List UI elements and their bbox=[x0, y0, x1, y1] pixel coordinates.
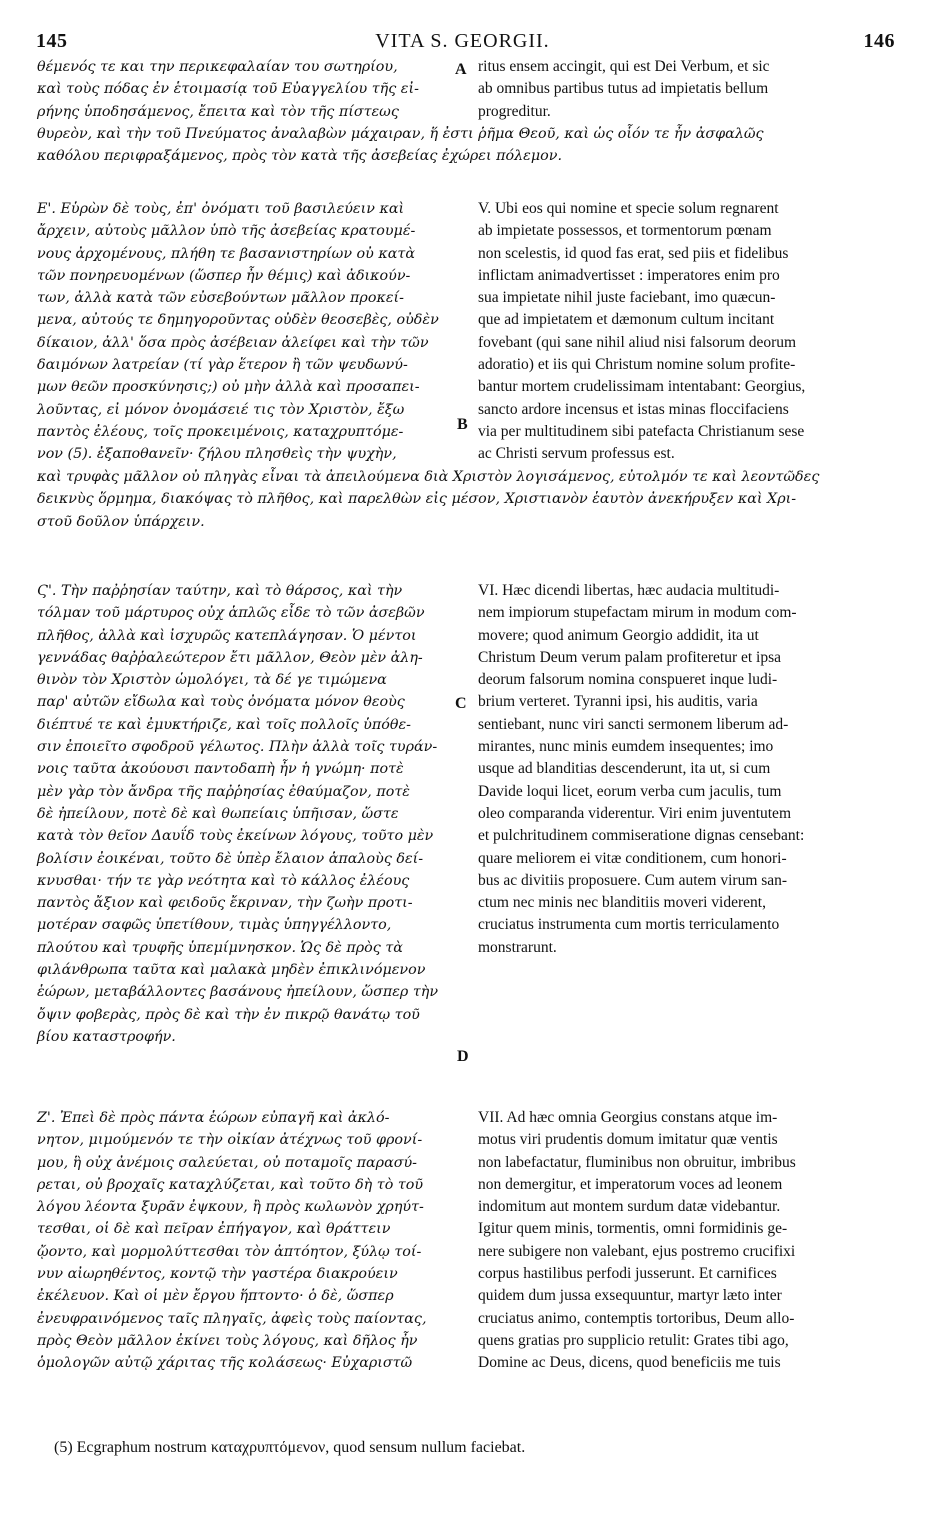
text-line: ἑώρων, μεταβάλλοντες βασάνους ἠπείλουν, ὥσπερ τὴν bbox=[37, 984, 439, 1001]
text-line: adoratio) et iis qui Christum nomine solum profite- bbox=[478, 356, 796, 374]
text-line: καὶ τοὺς πόδας ἐν ἑτοιμασίᾳ τοῦ Εὐαγγελίου τῆς εἰ- bbox=[37, 81, 419, 98]
text-line: indomitum aut montem surdum datæ videbantur. bbox=[478, 1198, 781, 1216]
latin-text-block-l7 bbox=[478, 1107, 890, 1375]
text-line: Ε'. Εὑρὼν δὲ τοὺς, ἐπ' ὀνόματι τοῦ βασιλεύειν καὶ bbox=[37, 201, 405, 217]
text-line: τῶν πονηρευομένων (ὥσπερ ἦν θέμις) καὶ ἀδικούν- bbox=[37, 267, 411, 284]
text-line: VI. Hæc dicendi libertas, hæc audacia multitudi- bbox=[478, 582, 780, 599]
text-line: ἐνευφραινόμενος ταῖς πληγαῖς, ἀφεὶς τοὺς παίοντας, bbox=[37, 1310, 427, 1327]
text-line: των, ἀλλὰ κατὰ τῶν εὐσεβούντων μᾶλλον προκεί- bbox=[37, 290, 404, 307]
text-line: quidem dum jussa exsequuntur, martyr læto inter bbox=[478, 1287, 782, 1305]
text-line: Domine ac Deus, dicens, quod beneficiis me tuis bbox=[478, 1354, 781, 1372]
text-line: bantur mortem crudelissimam intentabant: Georgius, bbox=[478, 378, 806, 396]
latin-text-block-l1 bbox=[478, 56, 890, 123]
greek-text-block-g1 bbox=[37, 56, 462, 123]
text-line: τόλμαν τοῦ μάρτυρος οὐχ ἁπλῶς εἶδε τὸ τῶν ἀσεβῶν bbox=[37, 605, 425, 622]
text-line: nere subigere non valebant, ejus postremo crucifixi bbox=[478, 1242, 796, 1260]
text-line: βίου καταστροφήν. bbox=[37, 1028, 176, 1045]
text-line: usque ad blanditias descenderunt, ita ut, si cum bbox=[478, 760, 771, 778]
text-line: quare meliorem ei vitæ conditionem, cum honori- bbox=[478, 849, 787, 867]
text-line: δίκαιον, ἀλλ' ὅσα πρὸς ἀσέβειαν ἀλείφει καὶ τὴν τῶν bbox=[37, 334, 429, 351]
text-line: μου, ἣ οὐχ ἀνέμοις σαλεύεται, οὐ ποταμοῖς παρασύ- bbox=[37, 1154, 417, 1171]
margin-marker-c: C bbox=[455, 695, 467, 712]
margin-marker-b: B bbox=[457, 416, 468, 433]
text-line: μενα, αὐτούς τε δημηγοροῦντας οὐδὲν θεοσεβὲς, οὐδὲν bbox=[37, 312, 439, 329]
text-line: ρήνης ὑποδησάμενος, ἔπειτα καὶ τὸν τῆς πίστεως bbox=[37, 103, 399, 120]
text-line: motus viri prudentis domum imitatur quæ ventis bbox=[478, 1131, 778, 1149]
text-line: corpus hastilibus perfodi jusserunt. Et carnifices bbox=[478, 1265, 777, 1283]
text-line: que ad impietatem et dæmonum cultum incitant bbox=[478, 311, 775, 329]
text-line: sua impietate nihil juste faciebant, imo quæcun- bbox=[478, 289, 776, 307]
text-line: Christum Deum verum palam profiteretur et ipsa bbox=[478, 648, 782, 666]
text-line: βολίσιν ἐοικέναι, τοῦτο δὲ ὑπὲρ ἔλαιον ἁπαλοὺς δεί- bbox=[37, 850, 424, 867]
text-line: nem impiorum stupefactam mirum in modum com- bbox=[478, 604, 797, 622]
text-line: δαιμόνων λατρείαν (τί γὰρ ἕτερον ἢ τῶν ψευδωνύ- bbox=[37, 357, 408, 374]
text-line: νους ἀρχομένους, πλήθη τε βασανιστηρίων οὐ κατὰ bbox=[37, 245, 415, 262]
text-line: sancto ardore incensus et istas minas floccifaciens bbox=[478, 400, 789, 418]
text-line: ab omnibus partibus tutus ad impietatis bellum bbox=[478, 80, 769, 98]
text-line: non labefactatur, fluminibus non obruitur, imbribus bbox=[478, 1153, 796, 1171]
text-line: VII. Ad hæc omnia Georgius constans atque im- bbox=[478, 1109, 778, 1126]
text-line: θινὸν τὸν Χριστὸν ὡμολόγει, τὰ δέ γε τιμώμενα bbox=[37, 672, 387, 689]
text-line: cruciatus instrumenta cum mortis terriculamento bbox=[478, 916, 780, 934]
margin-marker-a: A bbox=[455, 61, 467, 78]
page-number-right: 146 bbox=[863, 30, 895, 52]
text-line: μὲν γὰρ τὸν ἄνδρα τῆς παῤῥησίας ἐθαύμαζον, ποτὲ bbox=[37, 783, 410, 800]
greek-text-block-g-full1 bbox=[37, 123, 889, 168]
text-line: non demergitur, et imperatorum voces ad leonem bbox=[478, 1175, 783, 1193]
text-line: μοτέραν σαφῶς ὑπετίθουν, τιμὰς ὑπηγγέλλοντο, bbox=[37, 917, 392, 934]
running-title: VITA S. GEORGII. bbox=[375, 30, 550, 52]
text-line: via per multitudinem sibi patefacta Christianum sese bbox=[478, 422, 805, 440]
text-line: cruciatus animo, contemptis tortoribus, Deum allo- bbox=[478, 1309, 795, 1327]
text-line: νοις ταῦτα ἀκούουσι παντοδαπὴ ἦν ἡ γνώμη· ποτὲ bbox=[37, 761, 404, 778]
page-number-left: 145 bbox=[36, 30, 68, 52]
greek-text-block-g7 bbox=[37, 1107, 462, 1375]
footnote: (5) Ecgraphum nostrum καταχρυπτόμενον, quod sensum nullum faciebat. bbox=[54, 1439, 526, 1456]
text-line: ὁμολογῶν αὐτῷ χάριτας τῆς κολάσεως· Εὐχαριστῶ bbox=[37, 1355, 413, 1372]
text-line: brium verteret. Tyranni ipsi, his auditis, varia bbox=[478, 693, 758, 711]
text-line: πλῆθος, ἀλλὰ καὶ ἰσχυρῶς κατεπλάγησαν. Ὁ μέντοι bbox=[37, 627, 417, 644]
text-line: πλούτου καὶ τρυφῆς ὑπεμίμνησκον. Ὡς δὲ πρὸς τὰ bbox=[37, 939, 403, 956]
text-line: progreditur. bbox=[478, 102, 551, 120]
text-line: δεικνὺς ὅρμημα, διακόψας τὸ πλῆθος, καὶ παρελθὼν εἰς μέσον, Χριστιανὸν ἑαυτὸν ἀνεκήρυξεν καὶ Χρι- bbox=[37, 491, 797, 508]
text-line: movere; quod animum Georgio addidit, ita ut bbox=[478, 626, 759, 644]
text-line: καθόλου περιφραξάμενος, πρὸς τὸν κατὰ τῆς ἀσεβείας ἐχώρει πόλεμον. bbox=[37, 148, 562, 165]
text-line: ritus ensem accingit, qui est Dei Verbum, et sic bbox=[478, 58, 770, 75]
text-line: non scelestis, id quod fas erat, sed piis et fidelibus bbox=[478, 244, 789, 262]
text-line: δὲ ἠπείλουν, ποτὲ δὲ καὶ θωπείαις ὑπῆισαν, ὥστε bbox=[37, 805, 399, 822]
text-line: Davide loqui licet, eorum verba cum jaculis, tum bbox=[478, 782, 782, 800]
greek-text-block-g5 bbox=[37, 198, 462, 466]
text-line: γεννάδας θαῤῥαλεώτερον ἔτι μᾶλλον, Θεὸν μὲν ἀλη- bbox=[37, 649, 423, 666]
text-line: παντὸς ἄξιον καὶ φειδοῦς ἔκριναν, τὴν ζωὴν προτι- bbox=[37, 895, 413, 912]
text-line: κατὰ τὸν θεῖον Δαυΐδ τοὺς ἐκείνων λόγους, τοῦτο μὲν bbox=[37, 828, 434, 845]
text-line: bus ac divitiis proposuere. Cum autem virum san- bbox=[478, 871, 788, 889]
text-line: inflictam animadvertisset : imperatores enim pro bbox=[478, 266, 780, 284]
text-line: νητον, μιμούμενόν τε τὴν οἰκίαν ἀτέχνως τοῦ φρονί- bbox=[37, 1132, 423, 1149]
text-line: ὄψιν φοβερὰς, πρὸς δὲ καὶ τὴν ἐν πικρῷ θανάτῳ τοῦ bbox=[37, 1006, 420, 1023]
text-line: σιν ἐποιεῖτο σφοδροῦ γέλωτος. Πλὴν ἀλλὰ τοῖς τυράν- bbox=[37, 739, 438, 756]
text-line: πρὸς Θεὸν μᾶλλον ἐκίνει τοὺς λόγους, καὶ δῆλος ἦν bbox=[37, 1332, 418, 1349]
text-line: et pulchritudinem commiseratione dignas censebant: bbox=[478, 827, 805, 845]
text-line: deorum falsorum nomina conspueret inque ludi- bbox=[478, 671, 778, 689]
text-line: μων θεῶν προσκύνησις;) οὐ μὴν ἀλλὰ καὶ προσαπει- bbox=[37, 379, 420, 396]
text-line: νον (5). ἐξαποθανεῖν· ζήλου πλησθεὶς τὴν ψυχὴν, bbox=[37, 446, 397, 463]
greek-text-block-g6 bbox=[37, 580, 462, 1048]
text-line: παρ' αὐτῶν εἴδωλα καὶ τοὺς ὀνόματα μόνον θεοὺς bbox=[37, 694, 405, 711]
text-line: κνυσθαι· τήν τε γὰρ νεότητα καὶ τὸ κάλλος ἐλέους bbox=[37, 872, 410, 889]
text-line: Ϛ'. Τὴν παῤῥησίαν ταύτην, καὶ τὸ θάρσος, καὶ τὴν bbox=[37, 583, 403, 599]
text-line: θυρεὸν, καὶ τὴν τοῦ Πνεύματος ἀναλαβὼν μάχαιραν, ἥ ἐστι ῥῆμα Θεοῦ, καὶ ὡς οἷόν τε ἦν ἀσφαλῶς bbox=[37, 126, 764, 142]
latin-text-block-l6 bbox=[478, 580, 890, 959]
text-line: λοῦντας, εἰ μόνον ὀνομάσειέ τις τὸν Χριστὸν, ἔξω bbox=[37, 401, 405, 418]
text-line: ἐκέλευον. Καὶ οἱ μὲν ἔργου ἥπτοντο· ὁ δὲ, ὥσπερ bbox=[37, 1288, 394, 1305]
text-line: ac Christi servum professus est. bbox=[478, 445, 675, 463]
text-line: ἄρχειν, αὐτοὺς μᾶλλον ὑπὸ τῆς ἀσεβείας κρατουμέ- bbox=[37, 223, 416, 240]
text-line: παντὸς ἐλέους, τοῖς προκειμένοις, καταχρυπτόμε- bbox=[37, 423, 404, 440]
margin-marker-d: D bbox=[457, 1048, 469, 1065]
text-line: monstrarunt. bbox=[478, 938, 557, 956]
text-line: oleo comparanda viderentur. Viri enim juventutem bbox=[478, 804, 791, 822]
text-line: φιλάνθρωπα ταῦτα καὶ μαλακὰ μηδὲν ἐπικλινόμενον bbox=[37, 962, 426, 979]
greek-text-block-g-full2 bbox=[37, 466, 889, 533]
text-line: V. Ubi eos qui nomine et specie solum regnarent bbox=[478, 200, 779, 217]
text-line: quens gratias pro supplicio retulit: Grates tibi ago, bbox=[478, 1331, 789, 1349]
text-line: νυν αἰωρηθέντος, κοντῷ τὴν γαστέρα διακρούειν bbox=[37, 1266, 398, 1283]
text-line: λόγου λέοντα ξυρᾶν ἐψκουν, ἢ πρὸς κωλωνὸν χρηύτ- bbox=[37, 1199, 424, 1216]
text-line: τεσθαι, οἱ δὲ καὶ πεῖραν ἐπήγαγον, καὶ θράττειν bbox=[37, 1221, 391, 1238]
text-line: sentiebant, nunc viri sancti sermonem liberum ad- bbox=[478, 715, 789, 733]
text-line: στοῦ δοῦλον ὑπάρχειν. bbox=[37, 513, 205, 530]
text-line: Ζ'. Ἐπεὶ δὲ πρὸς πάντα ἑώρων εὐπαγῆ καὶ ἀκλό- bbox=[37, 1110, 390, 1126]
text-line: fovebant (qui sane nihil aliud nisi falsorum deorum bbox=[478, 333, 797, 351]
text-line: mirantes, nunc minis eumdem insequentes; imo bbox=[478, 738, 774, 756]
text-line: καὶ τρυφὰς μᾶλλον οὐ πληγὰς εἶναι τὰ ἀπειλούμενα διὰ Χριστὸν λογισάμενος, εὐτολμόν τε καὶ λεοντῶδες bbox=[37, 469, 820, 485]
latin-text-block-l5 bbox=[478, 198, 890, 466]
text-line: ctum nec minis nec blanditiis moveri viderent, bbox=[478, 894, 766, 912]
text-line: ρεται, οὐ βροχαῖς καταχλύζεται, καὶ τοῦτο δὴ τὸ τοῦ bbox=[37, 1176, 424, 1193]
text-line: ab impietate possessos, et tormentorum pœnam bbox=[478, 222, 772, 240]
text-line: θέμενός τε και την περικεφαλαίαν του σωτηρίου, bbox=[37, 59, 398, 75]
text-line: Igitur quem minis, tormentis, omni formidinis ge- bbox=[478, 1220, 788, 1238]
text-line: διέπτυέ τε καὶ ἐμυκτήριζε, καὶ τοῖς πολλοῖς ὑπόθε- bbox=[37, 716, 411, 733]
text-line: ᾤοντο, καὶ μορμολύττεσθαι τὸν ἀπτόητον, ξύλῳ τοί- bbox=[37, 1243, 422, 1260]
